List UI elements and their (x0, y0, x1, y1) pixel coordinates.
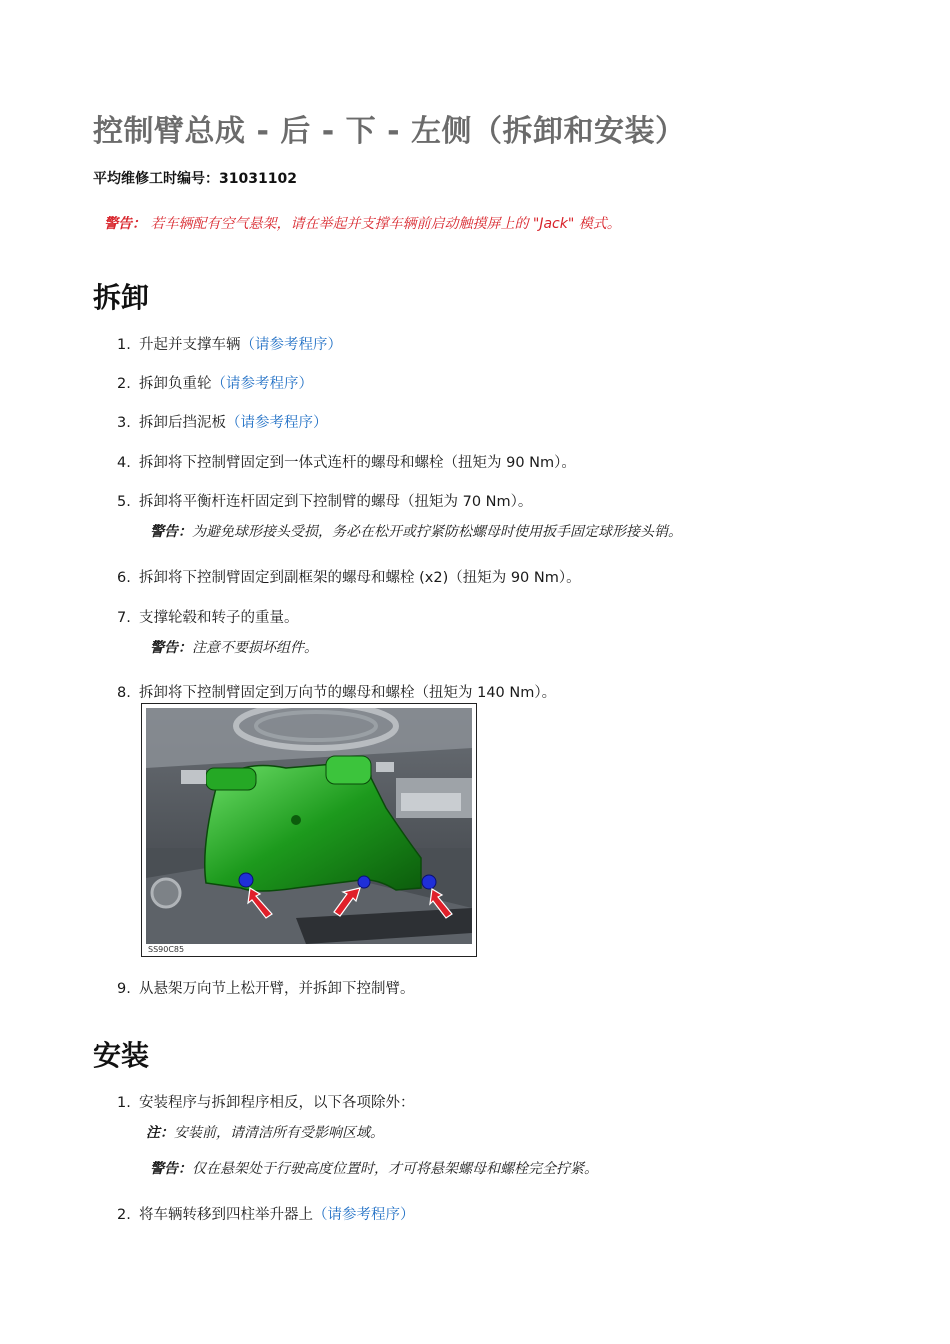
procedure-link[interactable]: （请参考程序） (226, 415, 328, 431)
removal-step-4: 4. 拆卸将下控制臂固定到一体式连杆的螺母和螺栓（扭矩为 90 Nm）。 (117, 455, 576, 471)
removal-warning-2: 警告：注意不要损坏组件。 (150, 640, 318, 656)
installation-step-2: 2. 将车辆转移到四柱举升器上（请参考程序） (117, 1207, 415, 1223)
removal-heading: 拆卸 (93, 281, 150, 314)
control-arm-figure (141, 703, 477, 957)
removal-step-3: 3. 拆卸后挡泥板（请参考程序） (117, 415, 328, 431)
removal-step-1: 1. 升起并支撑车辆（请参考程序） (117, 337, 342, 353)
procedure-link[interactable]: （请参考程序） (240, 337, 342, 353)
figure-code: SS90C85 (148, 945, 185, 954)
removal-step-7: 7. 支撑轮毂和转子的重量。 (117, 610, 299, 626)
procedure-link[interactable]: （请参考程序） (313, 1207, 415, 1223)
installation-warning: 警告：仅在悬架处于行驶高度位置时，才可将悬架螺母和螺栓完全拧紧。 (150, 1161, 598, 1177)
top-warning (104, 213, 621, 233)
bolt-icon (422, 875, 436, 889)
bolt-icon (239, 873, 253, 887)
removal-step-9: 9. 从悬架万向节上松开臂，并拆卸下控制臂。 (117, 981, 415, 997)
page-title: 控制臂总成 - 后 - 下 - 左侧（拆卸和安装） (93, 114, 686, 149)
installation-heading: 安装 (93, 1039, 150, 1072)
bolt-icon (358, 876, 370, 888)
warning-text: 若车辆配有空气悬架，请在举起并支撑车辆前启动触摸屏上的 "Jack" 模式。 (150, 216, 621, 232)
installation-note: 注：安装前，请清洁所有受影响区域。 (146, 1125, 384, 1141)
labor-time-code: 平均维修工时编号：31031102 (93, 171, 297, 187)
control-arm-illustration (146, 708, 472, 944)
removal-warning-1: 警告：为避免球形接头受损，务必在松开或拧紧防松螺母时使用扳手固定球形接头销。 (150, 524, 682, 540)
warning-label: 警告： (104, 216, 146, 232)
removal-step-5: 5. 拆卸将平衡杆连杆固定到下控制臂的螺母（扭矩为 70 Nm）。 (117, 494, 533, 510)
removal-step-2: 2. 拆卸负重轮（请参考程序） (117, 376, 313, 392)
removal-step-6: 6. 拆卸将下控制臂固定到副框架的螺母和螺栓 (x2)（扭矩为 90 Nm）。 (117, 570, 581, 586)
procedure-link[interactable]: （请参考程序） (211, 376, 313, 392)
installation-step-1: 1. 安装程序与拆卸程序相反，以下各项除外： (117, 1095, 415, 1111)
removal-step-8: 8. 拆卸将下控制臂固定到万向节的螺母和螺栓（扭矩为 140 Nm）。 (117, 685, 557, 701)
